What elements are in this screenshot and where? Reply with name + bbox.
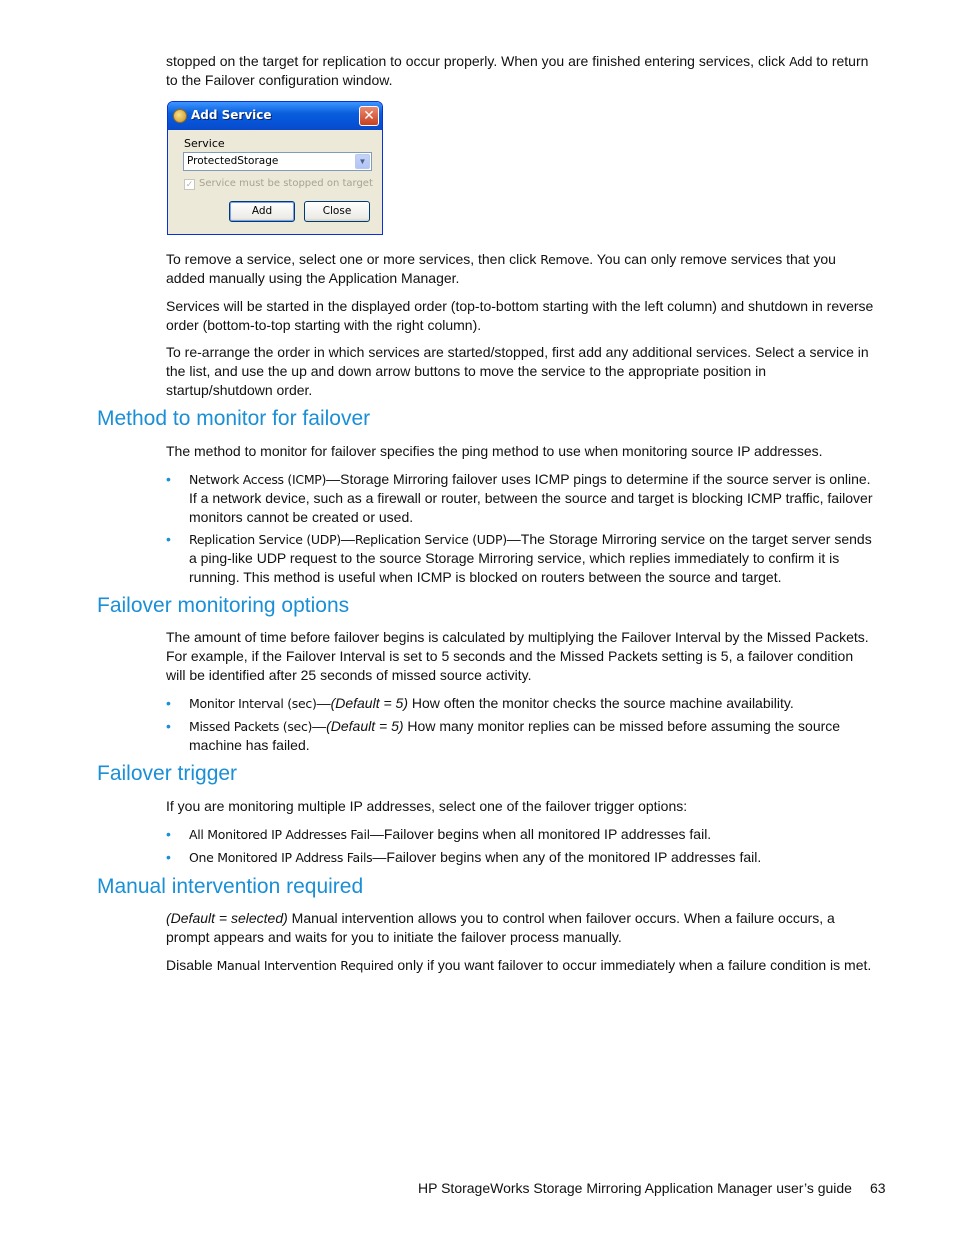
bullet-text: —Failover begins when any of the monitored IP addresses fail. [372,849,762,865]
page-footer [418,1179,886,1198]
disable-text-end: only if you want failover to occur immediately when a failure condition is met. [393,957,872,973]
dialog-title: Add Service [191,108,272,122]
bullet-icon: • [166,695,171,711]
remove-text-end: . You can only remove services that you added manually using the Application Manager. [166,251,836,286]
bullet-text: How many monitor replies can be missed before assuming the source machine has failed. [189,718,841,753]
order-paragraph: Services will be started in the displayed order (top-to-bottom starting with the left column) and shutdown in reverse order (bottom-to-top starting with the right column). [166,298,874,333]
intro-paragraph [166,52,874,90]
close-icon[interactable]: ✕ [359,106,379,126]
stopped-on-target-checkbox[interactable]: ✓ [185,179,194,189]
heading-failover-trigger: Failover trigger [97,762,238,785]
list-item [166,694,874,713]
remove-paragraph [166,250,874,288]
close-button[interactable]: Close [304,201,370,222]
method-intro: The method to monitor for failover specifies the ping method to use when monitoring source IP addresses. [166,443,823,459]
ui-term: Replication Service (UDP) [354,532,507,547]
list-item [166,470,874,527]
heading-method-to-monitor: Method to monitor for failover [97,407,371,430]
ui-term-remove: Remove [540,252,590,267]
heading-failover-monitoring-options: Failover monitoring options [97,594,350,617]
service-select-value: ProtectedStorage [187,155,279,167]
bullet-icon: • [166,826,171,842]
ui-term: Missed Packets (sec) [189,719,313,734]
intro-text: stopped on the target for replication to occur properly. When you are finished entering services, click [166,53,790,69]
trigger-intro: If you are monitoring multiple IP addresses, select one of the failover trigger options: [166,798,688,814]
page-number: 63 [869,1180,886,1196]
chevron-down-icon[interactable]: ▼ [355,154,370,169]
ui-term: Replication Service (UDP) [189,532,341,547]
add-button[interactable]: Add [229,201,295,222]
ui-term: Monitor Interval (sec) [189,696,317,711]
manual-paragraph [166,909,874,947]
list-item [166,717,874,755]
dialog-title-bar [168,102,382,130]
ui-term: All Monitored IP Addresses Fail [189,827,370,842]
default-value: (Default = 5) [330,695,408,711]
rearrange-paragraph: To re-arrange the order in which services are started/stopped, first add any additional services. Select a service in the list, and use the up and down arrow buttons to move the service to the appropriate position in startup/shutdown order. [166,344,869,398]
bullet-sep: — [312,718,327,734]
list-item [166,530,874,587]
list-item [166,825,874,844]
bullet-icon: • [166,849,171,865]
remove-text: To remove a service, select one or more services, then click [166,251,541,267]
bullet-text: How often the monitor checks the source machine availability. [408,695,794,711]
service-select[interactable] [183,152,372,171]
default-value: (Default = 5) [326,718,404,734]
ui-term: One Monitored IP Address Fails [189,850,373,865]
heading-manual-intervention: Manual intervention required [97,875,364,898]
add-service-dialog [167,101,383,235]
ui-term-add: Add [789,54,813,69]
manual-text: Manual intervention allows you to control when failover occurs. When a failure occurs, a prompt appears and waits for you to initiate the failover process manually. [166,910,835,945]
bullet-text: —The Storage Mirroring service on the target server sends a ping-like UDP request to the source Storage Mirroring service, which replies immediately to confirm it is running. This method is useful when ICMP is blocked on routers between the source and target. [189,531,872,585]
bullet-icon: • [166,531,171,547]
options-intro: The amount of time before failover begins is calculated by multiplying the Failover Interval by the Missed Packets. For example, if the Failover Interval is set to 5 seconds and the Missed Packets setting is 5, a failover condition will be identified after 25 seconds of missed source activity. [166,629,869,683]
ui-term: Manual Intervention Required [216,958,394,973]
bullet-icon: • [166,718,171,734]
bullet-text: —Storage Mirroring failover uses ICMP pings to determine if the source server is online. If a network device, such as a firewall or router, between the source and target is blocking ICMP traffic, failover monitors cannot be created or used. [189,471,873,525]
disable-text: Disable [166,957,217,973]
service-label: Service [184,137,225,150]
app-icon [173,109,187,123]
bullet-sep: — [340,531,355,547]
bullet-icon: • [166,471,171,487]
bullet-text: —Failover begins when all monitored IP addresses fail. [369,826,712,842]
default-value: (Default = selected) [166,910,288,926]
checkbox-label: Service must be stopped on target [199,178,373,189]
footer-title: HP StorageWorks Storage Mirroring Application Manager user’s guide [418,1180,852,1196]
bullet-sep: — [316,695,331,711]
intro-text-end: to return to the Failover configuration window. [166,53,869,88]
ui-term: Network Access (ICMP) [189,472,327,487]
list-item [166,848,874,867]
disable-paragraph [166,956,874,975]
